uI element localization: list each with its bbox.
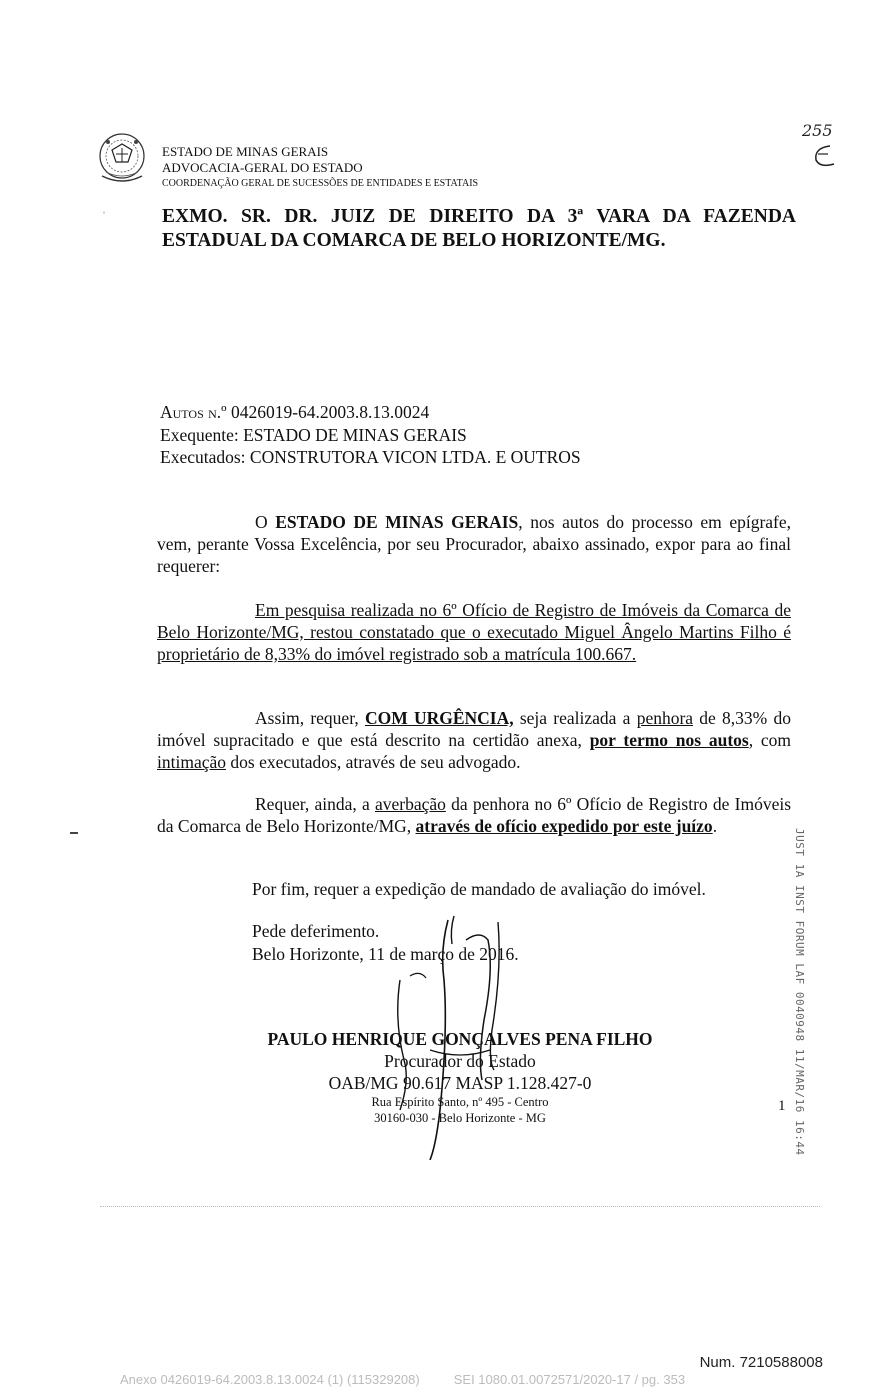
address-line-2: 30160-030 - Belo Horizonte - MG [374,1111,546,1125]
paragraph-registration: Requer, ainda, a averbação da penhora no 6º Ofício de Registro de Imóveis da Comarca de Belo Horizonte/MG, através de ofício expedido por este juízo. [157,794,792,836]
addressee-line-2: ESTADUAL DA COMARCA DE BELO HORIZONTE/MG. [162,230,666,251]
margin-mark: ˌ [102,200,106,214]
footer-sei-ref: SEI 1080.01.0072571/2020-17 / pg. 353 [453,1372,686,1387]
scan-edge-line [100,1206,820,1207]
page-number: 1 [778,1098,786,1114]
addressee [162,205,796,253]
case-number [160,401,429,423]
footer-attachment-ref: Anexo 0426019-64.2003.8.13.0024 (1) (115329208) [120,1372,420,1387]
document-number: Num. 7210588008 [699,1354,823,1371]
handwritten-signature [370,910,550,1160]
header-department: COORDENAÇÃO GERAL DE SUCESSÕES DE ENTIDADES E ESTATAIS [162,178,479,189]
case-defendants: Executados: CONSTRUTORA VICON LTDA. E OUTROS [160,447,581,467]
address-line-1: Rua Espírito Santo, nº 495 - Centro [371,1095,549,1109]
case-plaintiff: Exequente: ESTADO DE MINAS GERAIS [160,425,467,445]
paragraph-request: Assim, requer, COM URGÊNCIA, seja realizada a penhora de 8,33% do imóvel supracitado e que está descrito na certidão anexa, por termo nos autos, com intimação dos executados, através de seu advogado. [157,708,791,772]
paragraph-appraisal: Por fim, requer a expedição de mandado de avaliação do imóvel. [252,879,706,899]
handwritten-page-mark [800,118,840,174]
header-state: ESTADO DE MINAS GERAIS [162,144,329,159]
footer [120,1372,685,1387]
closing-request: Pede deferimento. [252,921,380,941]
svg-text:255: 255 [802,121,833,140]
party-name: ESTADO DE MINAS GERAIS [275,512,519,532]
addressee-line-1: EXMO. SR. DR. JUIZ DE DIREITO DA 3ª VARA DA FAZENDA [162,206,796,227]
protocol-stamp: JUST 1A INST FORUM LAF 0040948 11/MAR/16 16:44 [793,828,806,1156]
closing-date: Belo Horizonte, 11 de março de 2016. [252,944,519,964]
header-agency: ADVOCACIA-GERAL DO ESTADO [162,160,363,175]
signatory-role: Procurador do Estado [384,1051,536,1071]
signatory-name: PAULO HENRIQUE GONÇALVES PENA FILHO [267,1029,653,1049]
urgency-flag: COM URGÊNCIA, [364,708,514,728]
paragraph-finding: Em pesquisa realizada no 6º Ofício de Registro de Imóveis da Comarca de Belo Horizonte/MG, restou constatado que o executado Miguel Ângelo Martins Filho é proprietário de 8,33% do imóvel registrado sob a matrícula 100.667. [157,600,791,664]
paragraph-intro: O ESTADO DE MINAS GERAIS, nos autos do processo em epígrafe, vem, perante Vossa Excelência, por seu Procurador, abaixo assinado, expor para ao final requerer: [157,512,792,576]
margin-dash [70,832,78,834]
signatory-registration: OAB/MG 90.617 MASP 1.128.427-0 [328,1073,592,1093]
coat-of-arms-seal [94,128,150,188]
case-number-value: 0426019-64.2003.8.13.0024 [230,402,430,422]
case-number-label: Autos n.º [160,402,227,422]
